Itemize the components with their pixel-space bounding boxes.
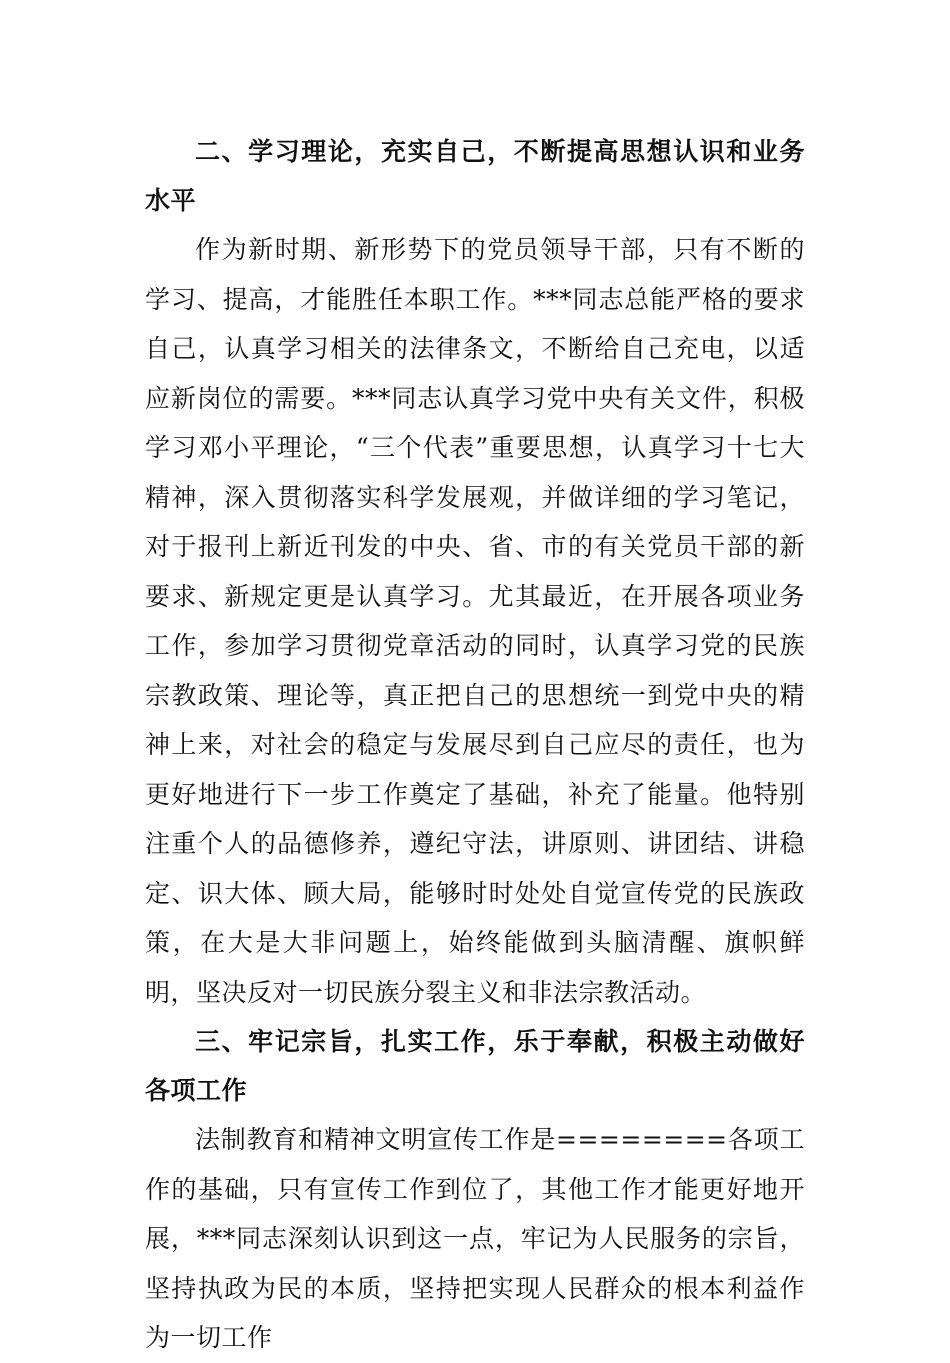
section-paragraph-2: 作为新时期、新形势下的党员领导干部，只有不断的学习、提高，才能胜任本职工作。***同志总能严格的要求自己，认真学习相关的法律条文，不断给自己充电，以适应新岗位的需要。***同志认真学习党中央有关文件，积极学习邓小平理论，“三个代表”重要思想，认真学习十七大精神，深入贯彻落实科学发展观，并做详细的学习笔记，对于报刊上新近刊发的中央、省、市的有关党员干部的新要求、新规定更是认真学习。尤其最近，在开展各项业务工作，参加学习贯彻党章活动的同时，认真学习党的民族宗教政策、理论等，真正把自己的思想统一到党中央的精神上来，对社会的稳定与发展尽到自己应尽的责任，也为更好地进行下一步工作奠定了基础，补充了能量。他特别注重个人的品德修养，遵纪守法，讲原则、讲团结、讲稳定、识大体、顾大局，能够时时处处自觉宣传党的民族政策，在大是大非问题上，始终能做到头脑清醒、旗帜鲜明，坚决反对一切民族分裂主义和非法宗教活动。 <box>145 235 805 1007</box>
section-paragraph-3: 法制教育和精神文明宣传工作是========各项工作的基础，只有宣传工作到位了，其他工作才能更好地开展，***同志深刻认识到这一点，牢记为人民服务的宗旨，坚持执政为民的本质，坚持把实现人民群众的根本利益作为一切工作 <box>145 1125 805 1352</box>
document-body <box>145 127 805 1363</box>
section-heading-2: 二、学习理论，充实自己，不断提高思想认识和业务水平 <box>145 137 805 215</box>
section-heading-3: 三、牢记宗旨，扎实工作，乐于奉献，积极主动做好各项工作 <box>145 1027 805 1105</box>
